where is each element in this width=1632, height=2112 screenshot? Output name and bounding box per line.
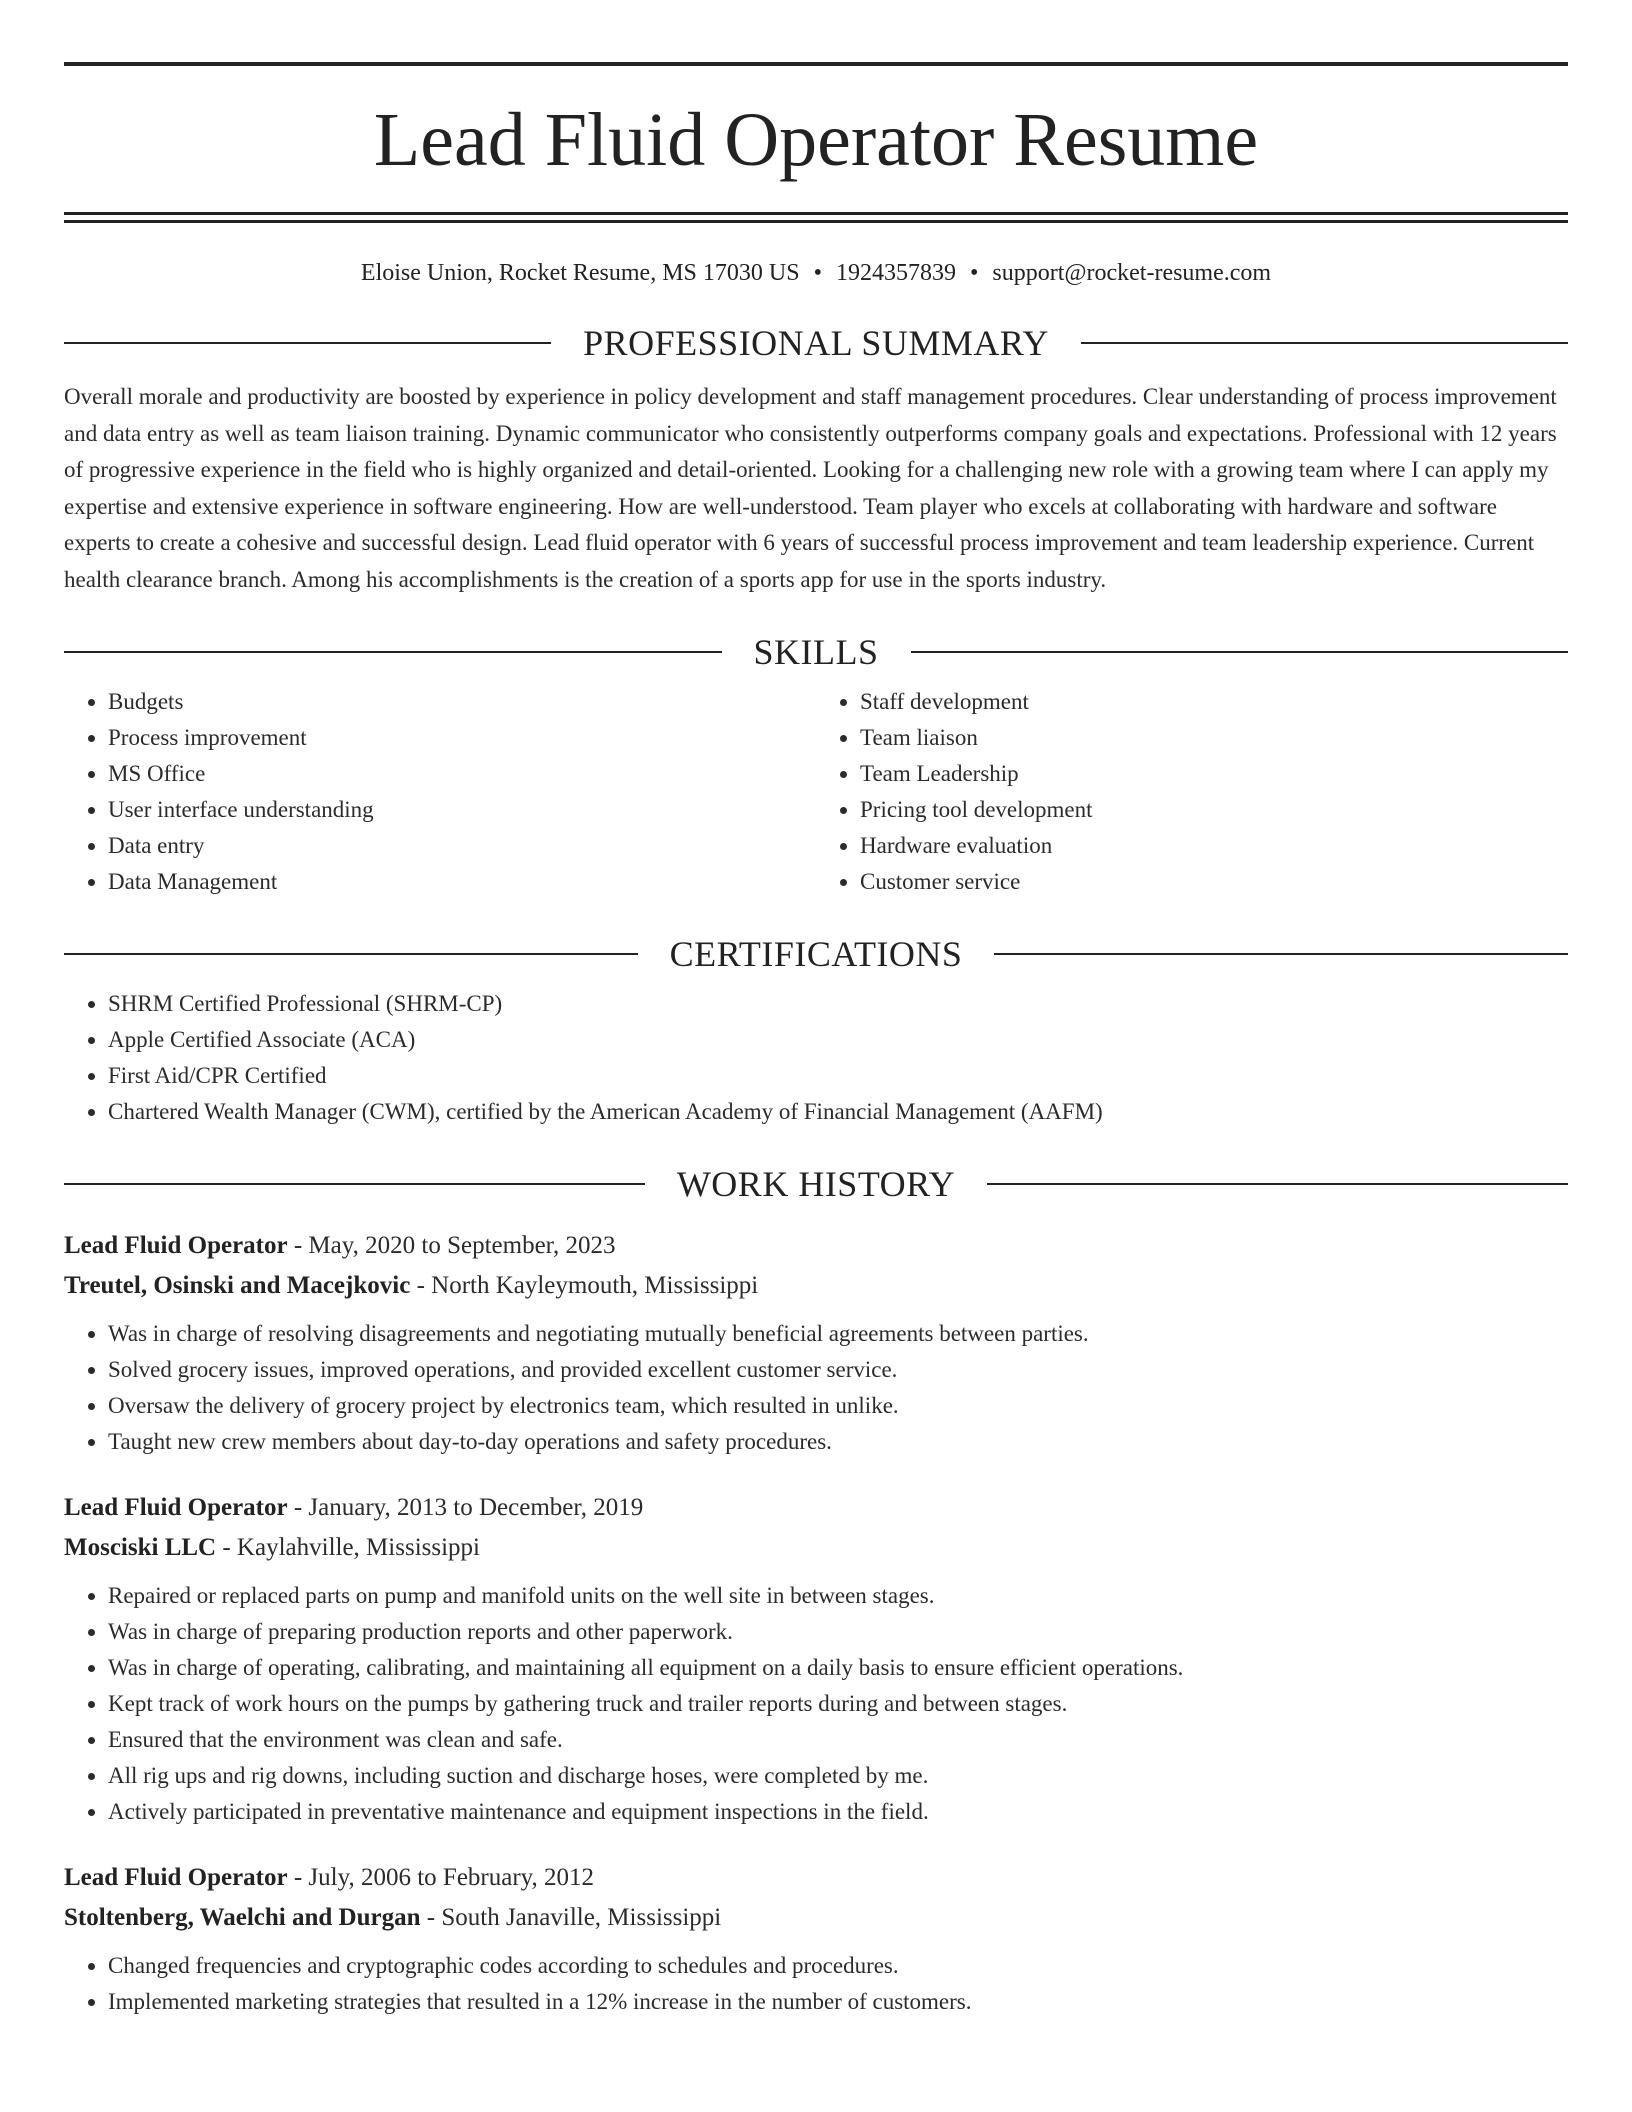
job-dates: - January, 2013 to December, 2019: [287, 1494, 644, 1521]
job-bullets: [64, 1948, 1568, 2020]
job-entry: [64, 1858, 1568, 2020]
job-bullet: • Was in charge of preparing production reports and other paperwork.: [108, 1614, 1568, 1650]
job-bullet: • All rig ups and rig downs, including suction and discharge hoses, were completed by me.: [108, 1758, 1568, 1794]
skill-item: • Hardware evaluation: [860, 828, 1568, 864]
job-entry: [64, 1488, 1568, 1830]
section-rule: [64, 953, 638, 955]
section-rule: [1081, 342, 1568, 344]
job-company-line: [64, 1266, 1568, 1306]
job-location: - North Kayleymouth, Mississippi: [410, 1272, 759, 1299]
skill-item: • Data entry: [108, 828, 816, 864]
skill-item: • Data Management: [108, 864, 816, 900]
job-bullets: [64, 1316, 1568, 1460]
job-title: Lead Fluid Operator: [64, 1494, 288, 1521]
job-bullet: • Repaired or replaced parts on pump and manifold units on the well site in between stages.: [108, 1578, 1568, 1614]
contact-line: [64, 257, 1568, 289]
section-header-skills: [64, 632, 1568, 672]
section-title-work-history: WORK HISTORY: [676, 1164, 956, 1204]
job-dates: - July, 2006 to February, 2012: [287, 1864, 595, 1891]
section-header-work-history: [64, 1164, 1568, 1204]
certification-item: • First Aid/CPR Certified: [108, 1058, 1568, 1094]
job-bullet: • Ensured that the environment was clean and safe.: [108, 1722, 1568, 1758]
section-rule: [64, 342, 551, 344]
job-title-line: [64, 1488, 1568, 1528]
contact-phone: 1924357839: [835, 260, 956, 286]
job-title: Lead Fluid Operator: [64, 1864, 288, 1891]
section-title-certifications: CERTIFICATIONS: [669, 934, 963, 974]
skill-item: • Pricing tool development: [860, 792, 1568, 828]
job-bullet: • Changed frequencies and cryptographic codes according to schedules and procedures.: [108, 1948, 1568, 1984]
contact-email: support@rocket-resume.com: [992, 260, 1272, 286]
skills-list-left: [64, 684, 816, 900]
job-title-line: [64, 1226, 1568, 1266]
job-location: - Kaylahville, Mississippi: [216, 1534, 480, 1561]
skills-list-right: [816, 684, 1568, 900]
title-double-rule: [64, 212, 1568, 223]
job-bullet: • Was in charge of resolving disagreements and negotiating mutually beneficial agreements between parties.: [108, 1316, 1568, 1352]
section-header-certifications: [64, 934, 1568, 974]
skill-item: • Staff development: [860, 684, 1568, 720]
contact-address: Eloise Union, Rocket Resume, MS 17030 US: [360, 260, 800, 286]
skill-item: • Team liaison: [860, 720, 1568, 756]
job-title-line: [64, 1858, 1568, 1898]
job-dates: - May, 2020 to September, 2023: [287, 1232, 616, 1259]
skill-item: • User interface understanding: [108, 792, 816, 828]
job-company: Stoltenberg, Waelchi and Durgan: [64, 1904, 421, 1931]
top-rule: [64, 62, 1568, 66]
section-title-summary: PROFESSIONAL SUMMARY: [583, 323, 1049, 363]
job-bullet: • Kept track of work hours on the pumps by gathering truck and trailer reports during and between stages.: [108, 1686, 1568, 1722]
job-bullet: • Oversaw the delivery of grocery project by electronics team, which resulted in unlike.: [108, 1388, 1568, 1424]
job-bullet: • Taught new crew members about day-to-day operations and safety procedures.: [108, 1424, 1568, 1460]
job-location: - South Janaville, Mississippi: [420, 1904, 722, 1931]
skill-item: • Process improvement: [108, 720, 816, 756]
skill-item: • Customer service: [860, 864, 1568, 900]
section-rule: [994, 953, 1568, 955]
skill-item: • Budgets: [108, 684, 816, 720]
section-rule: [987, 1183, 1568, 1185]
job-bullets: [64, 1578, 1568, 1830]
job-title: Lead Fluid Operator: [64, 1232, 288, 1259]
job-company-line: [64, 1898, 1568, 1938]
job-bullet: • Solved grocery issues, improved operations, and provided excellent customer service.: [108, 1352, 1568, 1388]
skill-item: • Team Leadership: [860, 756, 1568, 792]
job-bullet: • Was in charge of operating, calibrating, and maintaining all equipment on a daily basis to ensure efficient operations.: [108, 1650, 1568, 1686]
contact-separator: •: [813, 260, 822, 286]
job-company: Treutel, Osinski and Macejkovic: [64, 1272, 411, 1299]
resume-title: Lead Fluid Operator Resume: [373, 98, 1259, 182]
job-bullet: • Actively participated in preventative maintenance and equipment inspections in the field.: [108, 1794, 1568, 1830]
job-bullet: • Implemented marketing strategies that resulted in a 12% increase in the number of customers.: [108, 1984, 1568, 2020]
certification-item: • SHRM Certified Professional (SHRM-CP): [108, 986, 1568, 1022]
job-entry: [64, 1226, 1568, 1460]
section-title-skills: SKILLS: [753, 632, 879, 672]
section-rule: [64, 1183, 645, 1185]
contact-separator: •: [969, 260, 979, 286]
job-company-line: [64, 1528, 1568, 1568]
section-rule: [911, 651, 1569, 653]
section-rule: [64, 651, 722, 653]
skill-item: • MS Office: [108, 756, 816, 792]
summary-text: Overall morale and productivity are boosted by experience in policy development and staff management procedures. Clear understanding of process improvement and data entry as well as team liaison training. Dynamic communicator who consistently outperforms company goals and expectations. Professional with 12 years of progressive experience in the field who is highly organized and detail-oriented. Looking for a challenging new role with a growing team where I can apply my expertise and extensive experience in software engineering. How are well-understood. Team player who excels at collaborating with hardware and software experts to create a cohesive and successful design. Lead fluid operator with 6 years of successful process improvement and team leadership experience. Current health clearance branch. Among his accomplishments is the creation of a sports app for use in the sports industry.: [64, 384, 1557, 592]
job-company: Mosciski LLC: [64, 1534, 217, 1561]
certification-item: • Chartered Wealth Manager (CWM), certified by the American Academy of Financial Management (AAFM): [108, 1094, 1568, 1130]
certification-item: • Apple Certified Associate (ACA): [108, 1022, 1568, 1058]
skills-columns: [64, 684, 1568, 900]
certifications-list: [64, 986, 1568, 1130]
section-header-summary: [64, 323, 1568, 363]
